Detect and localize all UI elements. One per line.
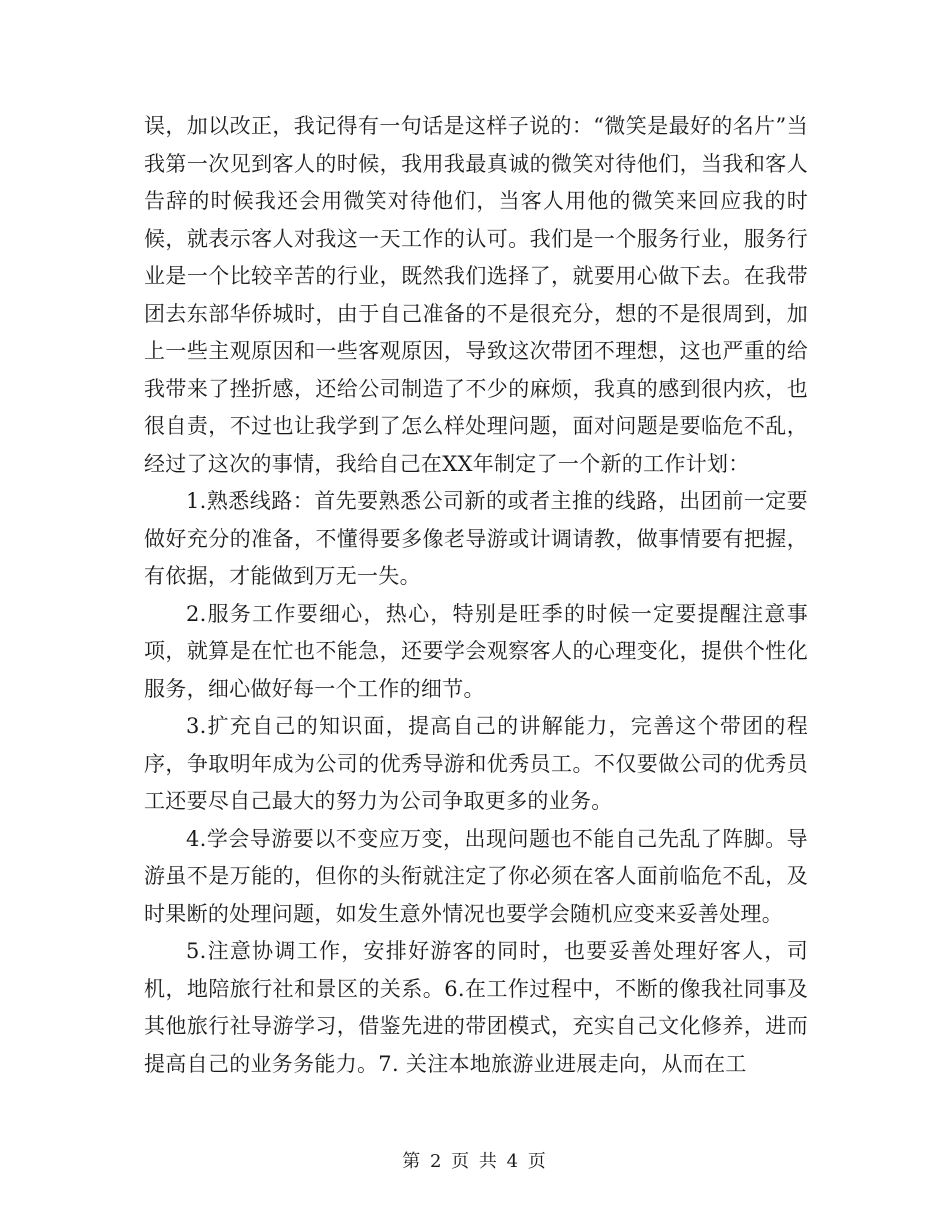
paragraph-plan-4: 4.学会导游要以不变应万变，出现问题也不能自己先乱了阵脚。导游虽不是万能的，但你的头衔就注定了你必须在客人面前临危不乱，及时果断的处理问题，如发生意外情况也要学会随机应变来妥善处理。 [144,826,808,926]
document-body [144,108,808,1083]
paragraph-plan-5-7: 5.注意协调工作，安排好游客的同时，也要妥善处理好客人，司机，地陪旅行社和景区的关系。6.在工作过程中，不断的像我社同事及其他旅行社导游学习，借鉴先进的带团模式，充实自己文化修养，进而提高自己的业务务能力。7. 关注本地旅游业进展走向，从而在工 [144,939,808,1076]
page-number-footer: 第 2 页 共 4 页 [402,1151,548,1172]
paragraph-plan-3: 3.扩充自己的知识面，提高自己的讲解能力，完善这个带团的程序，争取明年成为公司的优秀导游和优秀员工。不仅要做公司的优秀员工还要尽自己最大的努力为公司争取更多的业务。 [144,714,808,813]
paragraph-intro: 误，加以改正，我记得有一句话是这样子说的：“微笑是最好的名片”当我第一次见到客人的时候，我用我最真诚的微笑对待他们，当我和客人告辞的时候我还会用微笑对待他们，当客人用他的微笑来回应我的时候，就表示客人对我这一天工作的认可。我们是一个服务行业，服务行业是一个比较辛苦的行业，既然我们选择了，就要用心做下去。在我带团去东部华侨城时，由于自己准备的不是很充分，想的不是很周到，加上一些主观原因和一些客观原因，导致这次带团不理想，这也严重的给我带来了挫折感，还给公司制造了不少的麻烦，我真的感到很内疚，也很自责，不过也让我学到了怎么样处理问题，面对问题是要临危不乱，经过了这次的事情，我给自己在XX年制定了一个新的工作计划： [144,114,808,476]
paragraph-plan-1: 1.熟悉线路：首先要熟悉公司新的或者主推的线路，出团前一定要做好充分的准备，不懂得要多像老导游或计调请教，做事情要有把握，有依据，才能做到万无一失。 [144,489,808,588]
paragraph-plan-2: 2.服务工作要细心，热心，特别是旺季的时候一定要提醒注意事项，就算是在忙也不能急，还要学会观察客人的心理变化，提供个性化服务，细心做好每一个工作的细节。 [144,601,808,701]
